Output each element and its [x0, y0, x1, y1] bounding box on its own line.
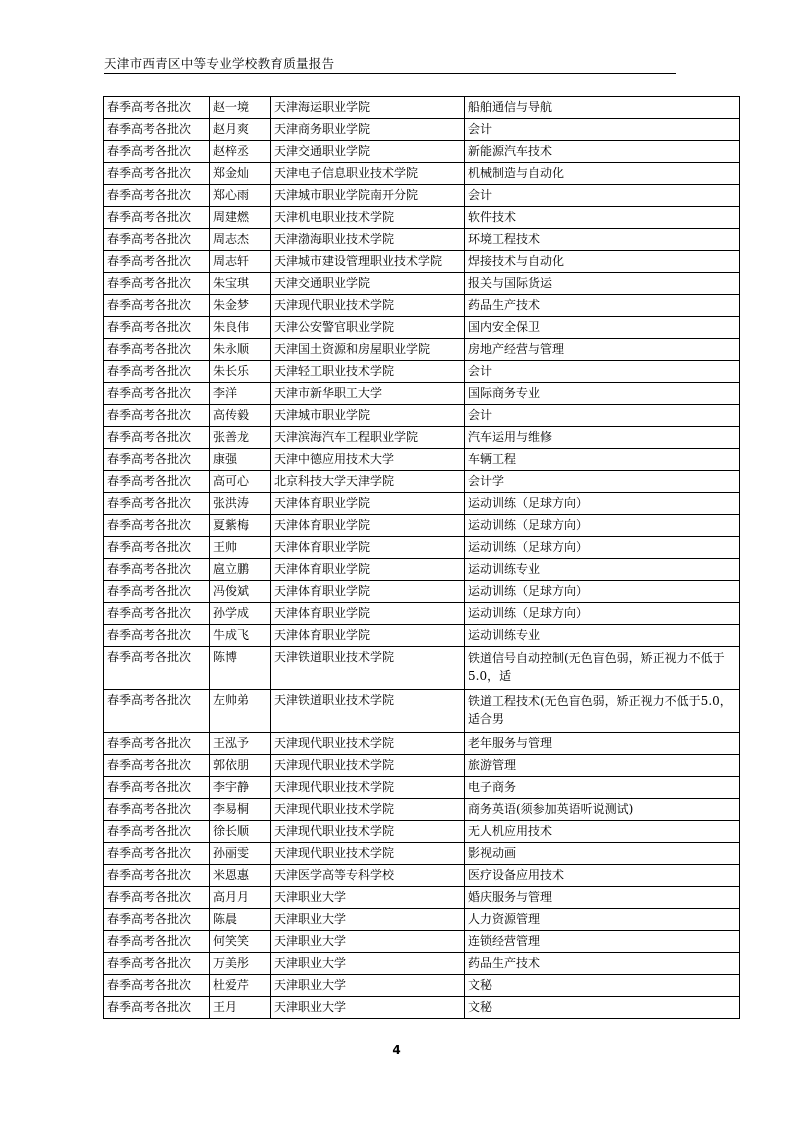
table-row: [104, 317, 740, 339]
cell-major: 药品生产技术: [465, 953, 740, 975]
cell-batch: 春季高考各批次: [104, 295, 210, 317]
cell-batch: 春季高考各批次: [104, 317, 210, 339]
cell-name: 李洋: [210, 383, 271, 405]
table-row: [104, 865, 740, 887]
cell-school: 天津体育职业学院: [271, 581, 465, 603]
cell-name: 周建燃: [210, 207, 271, 229]
cell-batch: 春季高考各批次: [104, 185, 210, 207]
cell-school: 天津城市建设管理职业技术学院: [271, 251, 465, 273]
cell-batch: 春季高考各批次: [104, 953, 210, 975]
table-row: [104, 97, 740, 119]
cell-name: 张善龙: [210, 427, 271, 449]
cell-school: 天津体育职业学院: [271, 625, 465, 647]
cell-name: 徐长顺: [210, 821, 271, 843]
table-row: [104, 427, 740, 449]
cell-major: 婚庆服务与管理: [465, 887, 740, 909]
cell-school: 天津现代职业技术学院: [271, 733, 465, 755]
table-row: [104, 777, 740, 799]
cell-name: 牛成飞: [210, 625, 271, 647]
cell-major: 铁道信号自动控制(无色盲色弱，矫正视力不低于5.0，适: [465, 647, 740, 690]
cell-batch: 春季高考各批次: [104, 559, 210, 581]
cell-school: 天津体育职业学院: [271, 559, 465, 581]
cell-name: 郑心雨: [210, 185, 271, 207]
cell-batch: 春季高考各批次: [104, 361, 210, 383]
cell-name: 朱金梦: [210, 295, 271, 317]
cell-name: 高可心: [210, 471, 271, 493]
cell-school: 天津体育职业学院: [271, 537, 465, 559]
cell-name: 王泓予: [210, 733, 271, 755]
table-row: [104, 185, 740, 207]
cell-batch: 春季高考各批次: [104, 997, 210, 1019]
cell-name: 孙丽雯: [210, 843, 271, 865]
report-header-title: 天津市西青区中等专业学校教育质量报告: [104, 56, 335, 71]
cell-major: 运动训练（足球方向）: [465, 537, 740, 559]
table-row: [104, 493, 740, 515]
cell-school: 天津现代职业技术学院: [271, 777, 465, 799]
cell-batch: 春季高考各批次: [104, 777, 210, 799]
table-row: [104, 997, 740, 1019]
cell-name: 夏紫梅: [210, 515, 271, 537]
cell-major: 会计: [465, 119, 740, 141]
cell-batch: 春季高考各批次: [104, 603, 210, 625]
table-row: [104, 909, 740, 931]
cell-name: 李宇静: [210, 777, 271, 799]
cell-school: 天津职业大学: [271, 975, 465, 997]
cell-batch: 春季高考各批次: [104, 339, 210, 361]
table-row: [104, 625, 740, 647]
cell-major: 运动训练专业: [465, 559, 740, 581]
cell-name: 高月月: [210, 887, 271, 909]
cell-name: 朱宝琪: [210, 273, 271, 295]
cell-name: 朱永顺: [210, 339, 271, 361]
cell-major: 会计: [465, 405, 740, 427]
cell-batch: 春季高考各批次: [104, 273, 210, 295]
cell-major: 连锁经营管理: [465, 931, 740, 953]
cell-major: 文秘: [465, 975, 740, 997]
cell-name: 陈晨: [210, 909, 271, 931]
cell-batch: 春季高考各批次: [104, 493, 210, 515]
cell-school: 天津职业大学: [271, 997, 465, 1019]
cell-school: 天津体育职业学院: [271, 515, 465, 537]
cell-school: 天津轻工职业技术学院: [271, 361, 465, 383]
cell-major: 汽车运用与维修: [465, 427, 740, 449]
cell-name: 康强: [210, 449, 271, 471]
cell-school: 天津现代职业技术学院: [271, 843, 465, 865]
cell-batch: 春季高考各批次: [104, 909, 210, 931]
cell-major: 环境工程技术: [465, 229, 740, 251]
cell-name: 周志杰: [210, 229, 271, 251]
table-row: [104, 339, 740, 361]
cell-batch: 春季高考各批次: [104, 690, 210, 733]
cell-school: 天津体育职业学院: [271, 493, 465, 515]
cell-name: 赵梓丞: [210, 141, 271, 163]
cell-school: 天津电子信息职业技术学院: [271, 163, 465, 185]
cell-batch: 春季高考各批次: [104, 207, 210, 229]
cell-name: 李易桐: [210, 799, 271, 821]
cell-batch: 春季高考各批次: [104, 733, 210, 755]
cell-school: 天津市新华职工大学: [271, 383, 465, 405]
table-row: [104, 690, 740, 733]
cell-name: 扈立鹏: [210, 559, 271, 581]
table-row: [104, 733, 740, 755]
cell-name: 张洪涛: [210, 493, 271, 515]
cell-batch: 春季高考各批次: [104, 865, 210, 887]
table-row: [104, 405, 740, 427]
cell-name: 孙学成: [210, 603, 271, 625]
cell-school: 天津中德应用技术大学: [271, 449, 465, 471]
cell-school: 天津现代职业技术学院: [271, 799, 465, 821]
table-row: [104, 449, 740, 471]
cell-name: 冯俊斌: [210, 581, 271, 603]
cell-school: 天津城市职业学院南开分院: [271, 185, 465, 207]
cell-name: 朱长乐: [210, 361, 271, 383]
cell-name: 王月: [210, 997, 271, 1019]
cell-school: 天津现代职业技术学院: [271, 295, 465, 317]
cell-major: 文秘: [465, 997, 740, 1019]
cell-batch: 春季高考各批次: [104, 383, 210, 405]
cell-major: 机械制造与自动化: [465, 163, 740, 185]
cell-school: 天津体育职业学院: [271, 603, 465, 625]
cell-batch: 春季高考各批次: [104, 975, 210, 997]
cell-batch: 春季高考各批次: [104, 163, 210, 185]
table-row: [104, 887, 740, 909]
cell-name: 左帅弟: [210, 690, 271, 733]
cell-batch: 春季高考各批次: [104, 119, 210, 141]
cell-major: 医疗设备应用技术: [465, 865, 740, 887]
table-row: [104, 295, 740, 317]
cell-school: 天津渤海职业技术学院: [271, 229, 465, 251]
cell-major: 药品生产技术: [465, 295, 740, 317]
cell-name: 米恩惠: [210, 865, 271, 887]
cell-school: 天津职业大学: [271, 887, 465, 909]
table-row: [104, 581, 740, 603]
cell-major: 会计: [465, 185, 740, 207]
cell-name: 高传毅: [210, 405, 271, 427]
cell-major: 影视动画: [465, 843, 740, 865]
cell-batch: 春季高考各批次: [104, 581, 210, 603]
table-row: [104, 141, 740, 163]
cell-batch: 春季高考各批次: [104, 931, 210, 953]
cell-school: 天津交通职业学院: [271, 273, 465, 295]
cell-school: 天津交通职业学院: [271, 141, 465, 163]
cell-name: 赵一境: [210, 97, 271, 119]
cell-major: 会计学: [465, 471, 740, 493]
cell-major: 焊接技术与自动化: [465, 251, 740, 273]
cell-batch: 春季高考各批次: [104, 251, 210, 273]
cell-major: 电子商务: [465, 777, 740, 799]
cell-major: 新能源汽车技术: [465, 141, 740, 163]
cell-school: 天津机电职业技术学院: [271, 207, 465, 229]
cell-major: 旅游管理: [465, 755, 740, 777]
cell-batch: 春季高考各批次: [104, 887, 210, 909]
cell-batch: 春季高考各批次: [104, 537, 210, 559]
cell-school: 天津城市职业学院: [271, 405, 465, 427]
cell-batch: 春季高考各批次: [104, 141, 210, 163]
cell-major: 老年服务与管理: [465, 733, 740, 755]
cell-school: 天津现代职业技术学院: [271, 821, 465, 843]
cell-batch: 春季高考各批次: [104, 821, 210, 843]
table-row: [104, 843, 740, 865]
cell-school: 天津滨海汽车工程职业学院: [271, 427, 465, 449]
cell-school: 天津铁道职业技术学院: [271, 690, 465, 733]
table-row: [104, 647, 740, 690]
cell-batch: 春季高考各批次: [104, 799, 210, 821]
cell-major: 车辆工程: [465, 449, 740, 471]
table-row: [104, 603, 740, 625]
cell-batch: 春季高考各批次: [104, 647, 210, 690]
cell-batch: 春季高考各批次: [104, 515, 210, 537]
cell-major: 国内安全保卫: [465, 317, 740, 339]
cell-batch: 春季高考各批次: [104, 229, 210, 251]
table-row: [104, 515, 740, 537]
table-row: [104, 273, 740, 295]
cell-major: 运动训练专业: [465, 625, 740, 647]
header-divider: [104, 73, 676, 74]
cell-school: 北京科技大学天津学院: [271, 471, 465, 493]
table-row: [104, 799, 740, 821]
cell-batch: 春季高考各批次: [104, 427, 210, 449]
cell-name: 杜爱芹: [210, 975, 271, 997]
cell-school: 天津国土资源和房屋职业学院: [271, 339, 465, 361]
table-row: [104, 163, 740, 185]
table-row: [104, 755, 740, 777]
table-row: [104, 537, 740, 559]
cell-school: 天津海运职业学院: [271, 97, 465, 119]
cell-batch: 春季高考各批次: [104, 405, 210, 427]
cell-name: 朱良伟: [210, 317, 271, 339]
cell-batch: 春季高考各批次: [104, 471, 210, 493]
table-row: [104, 229, 740, 251]
cell-name: 王帅: [210, 537, 271, 559]
cell-school: 天津铁道职业技术学院: [271, 647, 465, 690]
table-row: [104, 383, 740, 405]
table-row: [104, 559, 740, 581]
cell-major: 人力资源管理: [465, 909, 740, 931]
cell-name: 万美彤: [210, 953, 271, 975]
cell-major: 国际商务专业: [465, 383, 740, 405]
cell-name: 赵月爽: [210, 119, 271, 141]
cell-major: 房地产经营与管理: [465, 339, 740, 361]
cell-major: 运动训练（足球方向）: [465, 515, 740, 537]
admission-table-body: [104, 97, 740, 1019]
cell-batch: 春季高考各批次: [104, 97, 210, 119]
table-row: [104, 975, 740, 997]
cell-school: 天津职业大学: [271, 909, 465, 931]
table-row: [104, 953, 740, 975]
admission-table: [103, 96, 740, 1019]
cell-school: 天津医学高等专科学校: [271, 865, 465, 887]
cell-major: 商务英语(须参加英语听说测试): [465, 799, 740, 821]
cell-major: 铁道工程技术(无色盲色弱，矫正视力不低于5.0，适合男: [465, 690, 740, 733]
cell-batch: 春季高考各批次: [104, 449, 210, 471]
table-row: [104, 361, 740, 383]
table-row: [104, 821, 740, 843]
cell-batch: 春季高考各批次: [104, 625, 210, 647]
cell-name: 郑金灿: [210, 163, 271, 185]
cell-school: 天津职业大学: [271, 931, 465, 953]
cell-major: 会计: [465, 361, 740, 383]
cell-major: 报关与国际货运: [465, 273, 740, 295]
table-row: [104, 119, 740, 141]
cell-school: 天津职业大学: [271, 953, 465, 975]
page-number: 4: [392, 1043, 401, 1057]
cell-name: 陈博: [210, 647, 271, 690]
cell-batch: 春季高考各批次: [104, 843, 210, 865]
cell-name: 郭依朋: [210, 755, 271, 777]
cell-school: 天津公安警官职业学院: [271, 317, 465, 339]
cell-major: 运动训练（足球方向）: [465, 581, 740, 603]
table-row: [104, 931, 740, 953]
cell-name: 周志轩: [210, 251, 271, 273]
table-row: [104, 207, 740, 229]
cell-name: 何笑笑: [210, 931, 271, 953]
cell-school: 天津商务职业学院: [271, 119, 465, 141]
cell-major: 船舶通信与导航: [465, 97, 740, 119]
cell-major: 软件技术: [465, 207, 740, 229]
cell-school: 天津现代职业技术学院: [271, 755, 465, 777]
table-row: [104, 471, 740, 493]
cell-major: 运动训练（足球方向）: [465, 493, 740, 515]
cell-major: 运动训练（足球方向）: [465, 603, 740, 625]
cell-batch: 春季高考各批次: [104, 755, 210, 777]
table-row: [104, 251, 740, 273]
cell-major: 无人机应用技术: [465, 821, 740, 843]
